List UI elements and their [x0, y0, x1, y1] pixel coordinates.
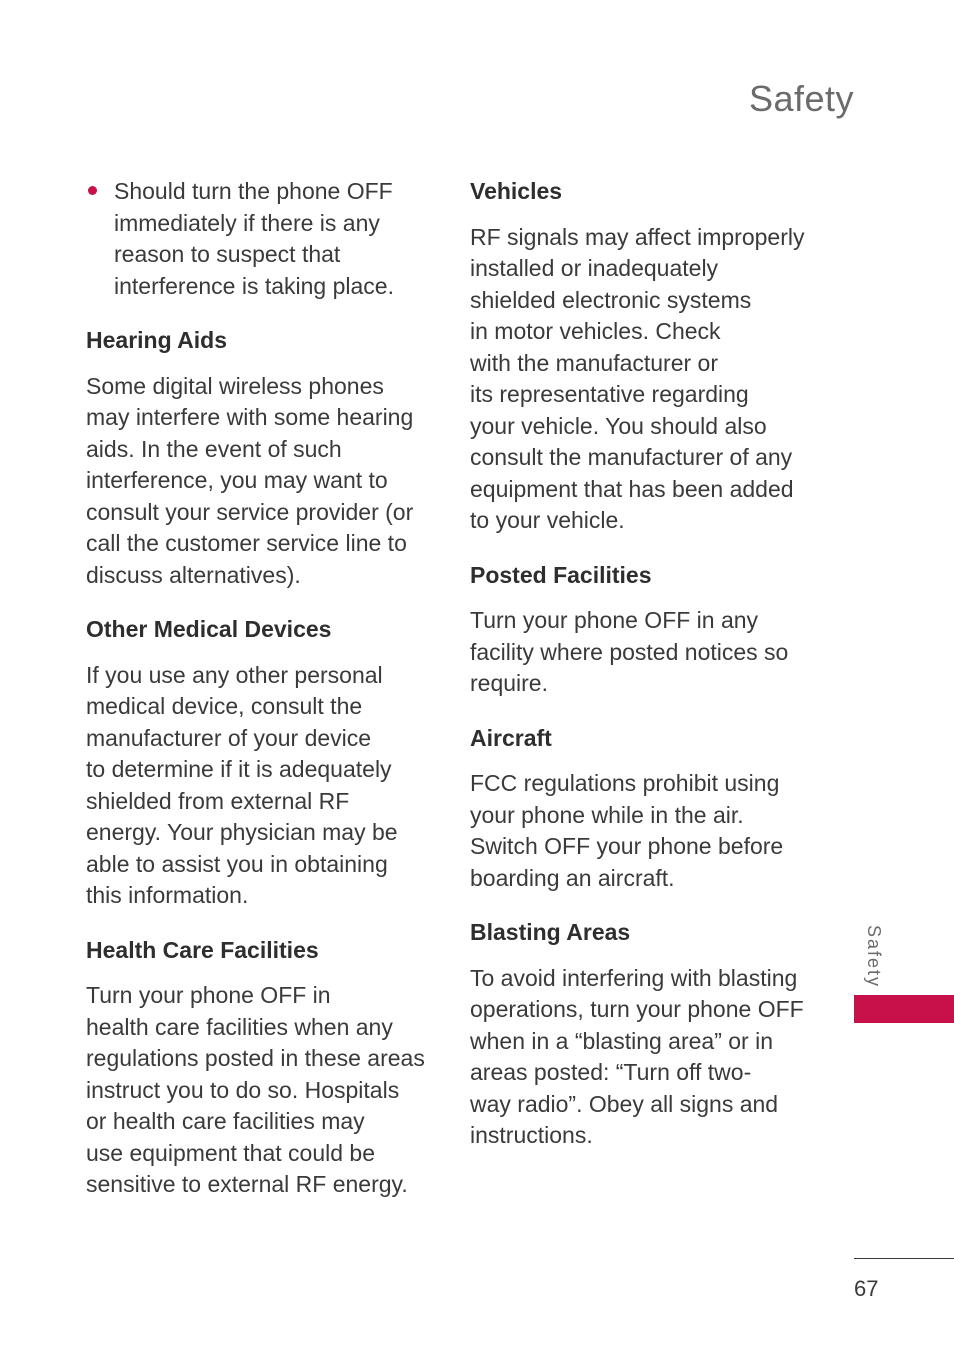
body-blasting-areas: To avoid interfering with blasting operations, turn your phone OFF when in a “blasting area” or in areas posted: “Turn off two- way radio”. Obey all signs and instructions.	[470, 964, 804, 1148]
bullet-text: Should turn the phone OFF immediately if there is any reason to suspect that interference is taking place.	[114, 178, 394, 299]
body-other-medical-devices: If you use any other personal medical device, consult the manufacturer of your device to determine if it is adequately shielded from external RF energy. Your physician may be able to assist you in obtaining this information.	[86, 661, 398, 908]
page-title: Safety	[748, 78, 854, 119]
heading-health-care-facilities: Health Care Facilities	[86, 936, 319, 963]
body-aircraft: FCC regulations prohibit using your phone while in the air. Switch OFF your phone before boarding an aircraft.	[470, 770, 784, 891]
heading-hearing-aids: Hearing Aids	[86, 327, 228, 353]
body-posted-facilities: Turn your phone OFF in any facility where posted notices so require.	[470, 607, 789, 696]
right-column	[470, 176, 820, 1152]
side-tab-marker	[854, 995, 954, 1023]
bullet-dot-icon	[88, 186, 97, 195]
side-tab-label: Safety	[864, 925, 884, 989]
heading-posted-facilities: Posted Facilities	[470, 561, 652, 588]
page-number: 67	[854, 1276, 879, 1301]
heading-other-medical-devices: Other Medical Devices	[86, 616, 332, 642]
body-health-care-facilities: Turn your phone OFF in health care facilities when any regulations posted in these areas instruct you to do so. Hospitals or health care facilities may use equipment that could be sensitive to external RF energy.	[86, 982, 425, 1197]
footer-divider	[854, 1258, 954, 1259]
bullet-item	[86, 176, 438, 302]
heading-vehicles: Vehicles	[470, 178, 563, 204]
heading-blasting-areas: Blasting Areas	[470, 919, 631, 945]
body-vehicles: RF signals may affect improperly installed or inadequately shielded electronic systems in motor vehicles. Check with the manufacturer or its representative regarding your vehicle. You should also consult the manufacturer of any equipment that has been added to your vehicle.	[470, 223, 805, 533]
left-column	[86, 176, 438, 1201]
body-hearing-aids: Some digital wireless phones may interfere with some hearing aids. In the event of such interference, you may want to consult your service provider (or call the customer service line to discuss alternatives).	[86, 372, 414, 588]
heading-aircraft: Aircraft	[470, 724, 552, 751]
